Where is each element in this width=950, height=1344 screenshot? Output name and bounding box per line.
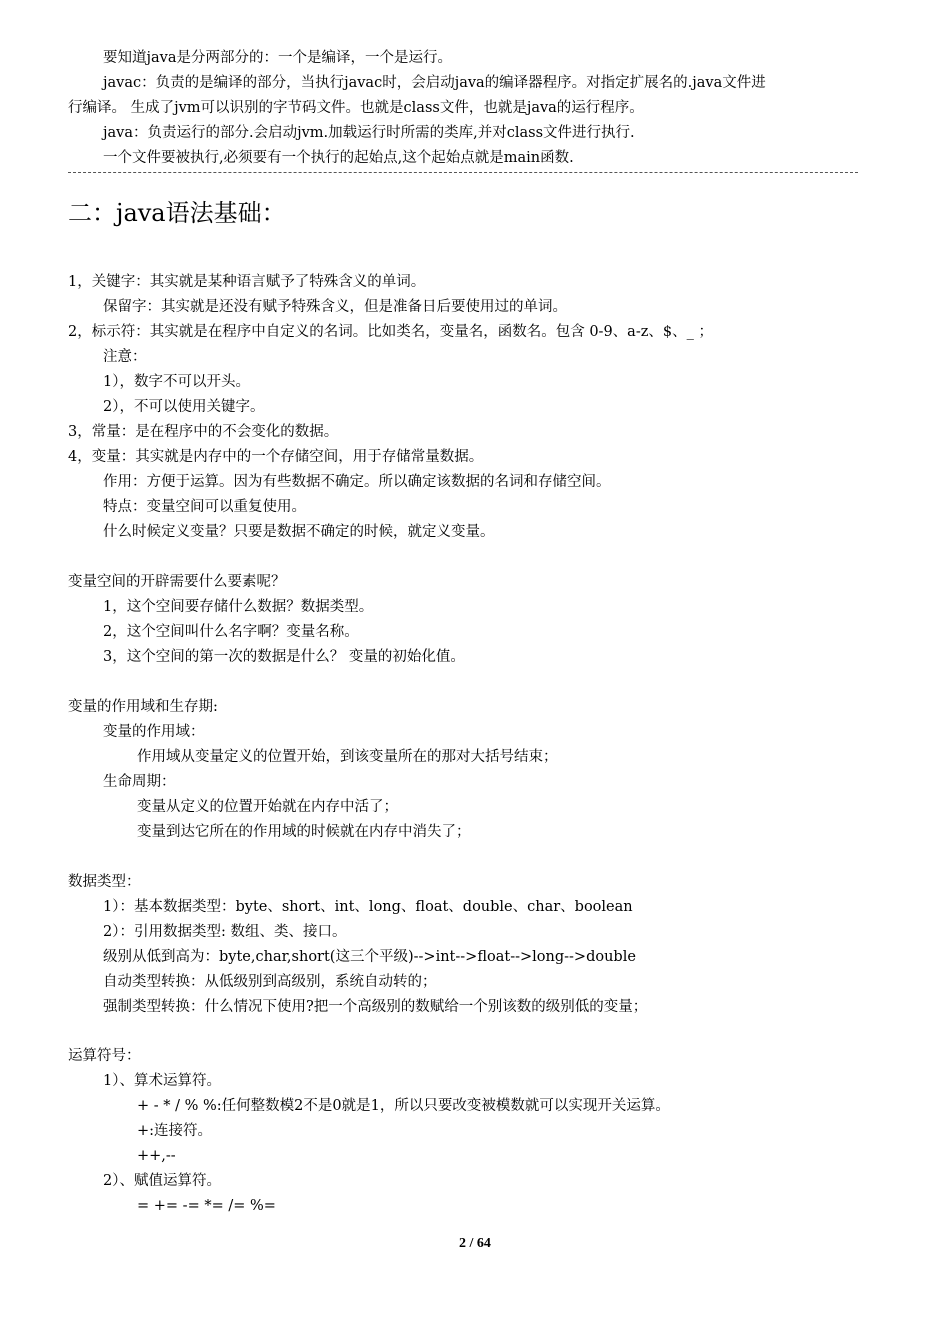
intro-line-2: javac：负责的是编译的部分，当执行javac时，会启动java的编译器程序。对指定扩展名的.java文件进 bbox=[103, 75, 766, 91]
section-heading: 二：java语法基础： bbox=[68, 199, 286, 227]
variable-purpose-line: 作用：方便于运算。因为有些数据不确定。所以确定该数据的名词和存储空间。 bbox=[103, 474, 611, 490]
scope-detail: 作用域从变量定义的位置开始，到该变量所在的那对大括号结束； bbox=[137, 749, 558, 765]
concat-operator-line: +:连接符。 bbox=[137, 1123, 213, 1139]
auto-conversion-line: 自动类型转换：从低级别到高级别，系统自动转的； bbox=[103, 974, 437, 990]
increment-operator-line: ++,-- bbox=[137, 1148, 176, 1164]
operators-heading: 运算符号： bbox=[68, 1048, 141, 1064]
assignment-operators-label: 2）、赋值运算符。 bbox=[103, 1173, 221, 1189]
intro-line-3: 行编译。 生成了jvm可以识别的字节码文件。也就是class文件，也就是java的运行程序。 bbox=[68, 100, 644, 116]
note-item-1: 1），数字不可以开头。 bbox=[103, 374, 250, 390]
variable-line: 4，变量：其实就是内存中的一个存储空间，用于存储常量数据。 bbox=[68, 449, 484, 465]
space-item-3: 3，这个空间的第一次的数据是什么？ 变量的初始化值。 bbox=[103, 649, 465, 665]
space-heading: 变量空间的开辟需要什么要素呢？ bbox=[68, 574, 286, 590]
variable-when-line: 什么时候定义变量？只要是数据不确定的时候，就定义变量。 bbox=[103, 524, 495, 540]
lifetime-detail-2: 变量到达它所在的作用域的时候就在内存中消失了； bbox=[137, 824, 471, 840]
identifier-line: 2，标示符：其实就是在程序中自定义的名词。比如类名，变量名，函数名。包含 0-9、a-z、$、_ ； bbox=[68, 324, 713, 340]
note-label: 注意： bbox=[103, 349, 147, 365]
dashed-divider bbox=[68, 172, 858, 173]
variable-feature-line: 特点：变量空间可以重复使用。 bbox=[103, 499, 306, 515]
reference-types-line: 2）：引用数据类型: 数组、类、接口。 bbox=[103, 924, 347, 940]
reserved-word-line: 保留字：其实就是还没有赋予特殊含义，但是准备日后要使用过的单词。 bbox=[103, 299, 567, 315]
forced-conversion-line: 强制类型转换：什么情况下使用?把一个高级别的数赋给一个别该数的级别低的变量； bbox=[103, 999, 648, 1015]
types-heading: 数据类型： bbox=[68, 874, 141, 890]
primitive-types-line: 1）：基本数据类型：byte、short、int、long、float、double、char、boolean bbox=[103, 899, 633, 915]
keyword-line: 1，关键字：其实就是某种语言赋予了特殊含义的单词。 bbox=[68, 274, 426, 290]
arithmetic-operators-line: + - * / % %:任何整数模2不是0就是1，所以只要改变被模数就可以实现开关运算。 bbox=[137, 1098, 670, 1114]
constant-line: 3，常量：是在程序中的不会变化的数据。 bbox=[68, 424, 339, 440]
page-number: 2 / 64 bbox=[459, 1236, 491, 1251]
type-levels-line: 级别从低到高为：byte,char,short(这三个平级)-->int-->float-->long-->double bbox=[103, 949, 636, 965]
scope-heading: 变量的作用域和生存期: bbox=[68, 699, 218, 715]
scope-subheading: 变量的作用域： bbox=[103, 724, 205, 740]
lifetime-subheading: 生命周期： bbox=[103, 774, 176, 790]
space-item-1: 1，这个空间要存储什么数据？数据类型。 bbox=[103, 599, 374, 615]
intro-line-4: java：负责运行的部分.会启动jvm.加载运行时所需的类库,并对class文件进行执行. bbox=[103, 125, 635, 141]
assignment-operators-line: = += -= *= /= %= bbox=[137, 1198, 276, 1214]
note-item-2: 2），不可以使用关键字。 bbox=[103, 399, 265, 415]
intro-line-5: 一个文件要被执行,必须要有一个执行的起始点,这个起始点就是main函数. bbox=[103, 150, 574, 166]
lifetime-detail-1: 变量从定义的位置开始就在内存中活了； bbox=[137, 799, 398, 815]
space-item-2: 2，这个空间叫什么名字啊？变量名称。 bbox=[103, 624, 359, 640]
intro-line-1: 要知道java是分两部分的：一个是编译，一个是运行。 bbox=[103, 50, 452, 66]
arithmetic-operators-label: 1）、算术运算符。 bbox=[103, 1073, 221, 1089]
